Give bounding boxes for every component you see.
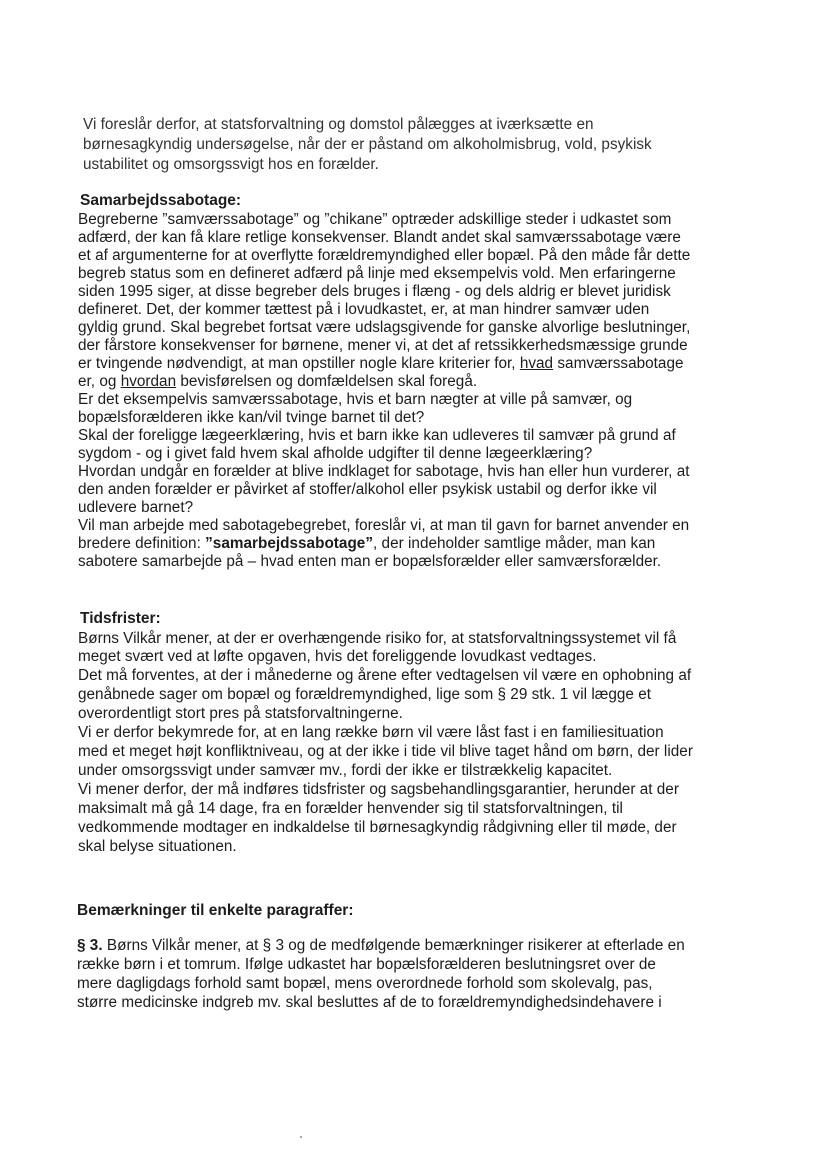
text-line: ustabilitet og omsorgssvigt hos en forælder. [83, 156, 379, 173]
text-segment: bevisførelsen og domfældelsen skal foregå. [180, 373, 478, 390]
text-line: udlevere barnet? [78, 499, 194, 516]
text-line: siden 1995 siger, at disse begreber dels bruges i flæng - og dels aldrig er blevet juridisk [78, 283, 671, 300]
text-line [77, 937, 685, 955]
text-line: bopælsforælderen ikke kan/vil tvinge barnet til det? [78, 409, 425, 426]
text-segment: er tvingende nødvendigt, at man opstiller nogle klare kriterier for, [78, 355, 516, 372]
text-line: række børn i et tomrum. Ifølge udkastet har bopælsforælderen beslutningsret over de [77, 956, 656, 973]
text-line: defineret. Det, der kommer tættest på i lovudkastet, er, at man hindrer samvær uden [78, 301, 650, 318]
text-line: den anden forælder er påvirket af stoffer/alkohol eller psykisk ustabil og derfor ikke vil [78, 481, 657, 498]
text-line: der fårstore konsekvenser for børnene, mener vi, at det af retssikkerhedsmæssige grunde [78, 337, 688, 354]
text-line: maksimalt må gå 14 dage, fra en forælder henvender sig til statsforvaltningen, til [78, 800, 623, 817]
text-segment: Børns Vilkår mener, at § 3 og de medfølgende bemærkninger risikerer at efterlade en [106, 937, 685, 954]
underlined-word-hvordan: hvordan [120, 373, 177, 390]
text-line: mere dagligdags forhold samt bopæl, mens overordnede forhold som skolevalg, pas, [77, 975, 653, 992]
text-line: meget svært ved at løfte opgaven, hvis det foreliggende lovudkast vedtages. [78, 648, 597, 665]
text-line: et af argumenterne for at overflytte forældremyndighed eller bopæl. På den måde får dette [78, 247, 691, 264]
text-line: Børns Vilkår mener, at der er overhængende risiko for, at statsforvaltningssystemet vil få [78, 630, 677, 647]
paragraph-marker: § 3. [77, 937, 103, 954]
text-line: Vil man arbejde med sabotagebegrebet, foreslår vi, at man til gavn for barnet anvender en [78, 517, 690, 534]
bold-term-samarbejdssabotage: ”samarbejdssabotage” [205, 535, 374, 552]
text-line: under omsorgssvigt under samvær mv., fordi der ikke er tilstrækkelig kapacitet. [78, 762, 613, 779]
text-line: med et meget højt konfliktniveau, og at der ikke i tide vil blive taget hånd om børn, der lider [78, 743, 693, 760]
text-line: Vi foreslår derfor, at statsforvaltning og domstol pålægges at iværksætte en [83, 116, 594, 133]
text-line: vedkommende modtager en indkaldelse til børnesagkyndig rådgivning eller til møde, der [78, 819, 677, 836]
text-segment: bredere definition: [78, 535, 201, 552]
text-line: begreb status som en defineret adfærd på linje med eksempelvis vold. Men erfaringerne [78, 265, 676, 282]
text-line: Vi mener derfor, der må indføres tidsfrister og sagsbehandlingsgarantier, herunder at der [78, 781, 679, 798]
text-line: Skal der foreligge lægeerklæring, hvis et barn ikke kan udleveres til samvær på grund af [78, 427, 676, 444]
intro-paragraph [83, 116, 743, 176]
scan-speck [300, 1136, 302, 1138]
text-segment: , der indeholder samtlige måder, man kan [373, 535, 656, 552]
text-line: sabotere samarbejde på – hvad enten man er bopælsforælder eller samværsforælder. [78, 553, 662, 570]
text-line: større medicinske indgreb mv. skal besluttes af de to forældremyndighedsindehavere i [77, 994, 662, 1011]
text-line [78, 535, 655, 553]
text-line: Begreberne ”samværssabotage” og ”chikane” optræder adskillige steder i udkastet som [78, 211, 672, 228]
text-line [78, 355, 684, 373]
text-line: adfærd, der kan få klare retlige konsekvenser. Blandt andet skal samværssabotage være [78, 229, 681, 246]
underlined-word-hvad: hvad [519, 355, 554, 372]
text-segment: samværssabotage [557, 355, 684, 372]
text-line: sygdom - og i givet fald hvem skal afholde udgifter til denne lægeerklæring? [78, 445, 593, 462]
text-line: overordentligt stort pres på statsforvaltningerne. [78, 705, 403, 722]
tidsfrister-body [78, 630, 758, 860]
section-heading-tidsfrister: Tidsfrister: [80, 610, 161, 627]
text-line [78, 373, 477, 391]
text-line: børnesagkyndig undersøgelse, når der er påstand om alkoholmisbrug, vold, psykisk [83, 136, 652, 153]
text-line: Det må forventes, at der i månederne og årene efter vedtagelsen vil være en ophobning af [78, 667, 692, 684]
text-line: Er det eksempelvis samværssabotage, hvis et barn nægter at ville på samvær, og [78, 391, 633, 408]
samarbejdssabotage-body [78, 211, 758, 596]
text-line: Hvordan undgår en forælder at blive indklaget for sabotage, hvis han eller hun vurderer, at [78, 463, 690, 480]
text-segment: er, og [78, 373, 117, 390]
text-line: genåbnede sager om bopæl og forældremyndighed, lige som § 29 stk. 1 vil lægge et [78, 686, 652, 703]
bemaerkninger-body [77, 937, 757, 1017]
text-line: skal belyse situationen. [78, 838, 237, 855]
section-heading-samarbejdssabotage: Samarbejdssabotage: [80, 192, 242, 209]
section-heading-bemaerkninger: Bemærkninger til enkelte paragraffer: [77, 902, 354, 919]
text-line: gyldig grund. Skal begrebet fortsat være udslagsgivende for ganske alvorlige beslutninger, [78, 319, 691, 336]
text-line: Vi er derfor bekymrede for, at en lang række børn vil være låst fast i en familiesituation [78, 724, 664, 741]
